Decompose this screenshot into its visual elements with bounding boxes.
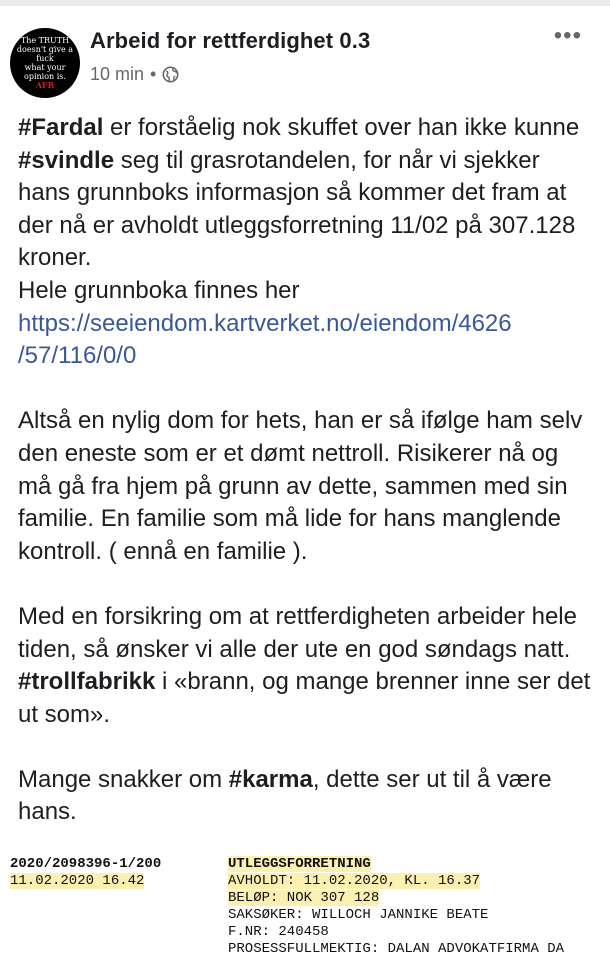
avatar-text-3: fuck	[36, 54, 54, 63]
page-name-link[interactable]: Arbeid for rettferdighet 0.3	[90, 28, 371, 53]
post-body	[18, 112, 598, 829]
avatar-text-5: opinion is.	[24, 72, 66, 81]
document-right-column	[228, 856, 564, 958]
paragraph-4	[18, 764, 598, 829]
paragraph-2: Altså en nylig dom for hets, han er så ifølge ham selv den eneste som er et dømt nettroll. Risikerer nå og må gå fra hjem på grunn av dette, sammen med sin familie. En familie som må lide for hans manglende kontroll. ( ennå en familie ).	[18, 407, 583, 565]
avatar-text-2: doesn't give a	[16, 45, 74, 54]
document-amount: BELØP: NOK 307 128	[228, 890, 380, 906]
grunnbok-link[interactable]	[18, 308, 598, 373]
paragraph-1-line-grunnbok: Hele grunnboka finnes her	[18, 276, 300, 304]
paragraph-3	[18, 601, 598, 731]
grunnbok-link-line-2[interactable]: /57/116/0/0	[18, 342, 137, 370]
paragraph-3-text-b: i «brann, og mange brenner inne ser det ut som».	[18, 668, 591, 728]
avatar-text-6: AFR	[35, 80, 55, 90]
globe-icon[interactable]	[162, 66, 179, 83]
document-case-number: 2020/2098396-1/200	[10, 856, 162, 872]
document-date: 11.02.2020 16.42	[10, 873, 145, 889]
post-timestamp[interactable]: 10 min	[90, 64, 145, 84]
document-attorney: PROSESSFULLMEKTIG: DALAN ADVOKATFIRMA DA	[228, 941, 565, 957]
paragraph-1-text-a: er forståelig nok skuffet over han ikke kunne	[103, 114, 580, 141]
post-meta	[90, 64, 179, 85]
meta-separator: •	[150, 64, 157, 84]
hashtag-fardal[interactable]: #Fardal	[18, 114, 104, 141]
document-fnr: F.NR: 240458	[228, 924, 329, 940]
document-left-column	[10, 856, 161, 890]
avatar-text-4: what your	[24, 63, 66, 72]
hashtag-trollfabrikk[interactable]: #trollfabrikk	[18, 668, 156, 696]
paragraph-1-text-b: seg til grasrotandelen, for når vi sjekker hans grunnboks informasjon så kommer det fram at der nå er avholdt utleggsforretning 11/02 på 307.128 kroner.	[18, 146, 576, 272]
paragraph-4-text-b: , dette ser ut til å være hans.	[18, 765, 552, 826]
paragraph-3-text-a: Med en forsikring om at rettferdigheten arbeider hele tiden, så ønsker vi alle der ute en god søndags natt.	[18, 602, 577, 663]
hashtag-karma[interactable]: #karma	[228, 765, 313, 793]
top-divider	[0, 0, 610, 6]
paragraph-1	[18, 112, 598, 275]
document-screenshot	[0, 852, 610, 960]
page-avatar[interactable]	[10, 28, 80, 98]
document-plaintiff: SAKSØKER: WILLOCH JANNIKE BEATE	[228, 907, 489, 923]
grunnbok-link-line-1[interactable]: https://seeiendom.kartverket.no/eiendom/4626	[18, 309, 512, 337]
more-options-button[interactable]: •••	[553, 22, 582, 49]
paragraph-4-text-a: Mange snakker om	[18, 765, 229, 793]
hashtag-svindle[interactable]: #svindle	[18, 146, 115, 174]
avatar-text-1: The TRUTH	[20, 36, 70, 45]
document-held: AVHOLDT: 11.02.2020, KL. 16.37	[228, 873, 481, 889]
document-type: UTLEGGSFORRETNING	[228, 856, 371, 872]
